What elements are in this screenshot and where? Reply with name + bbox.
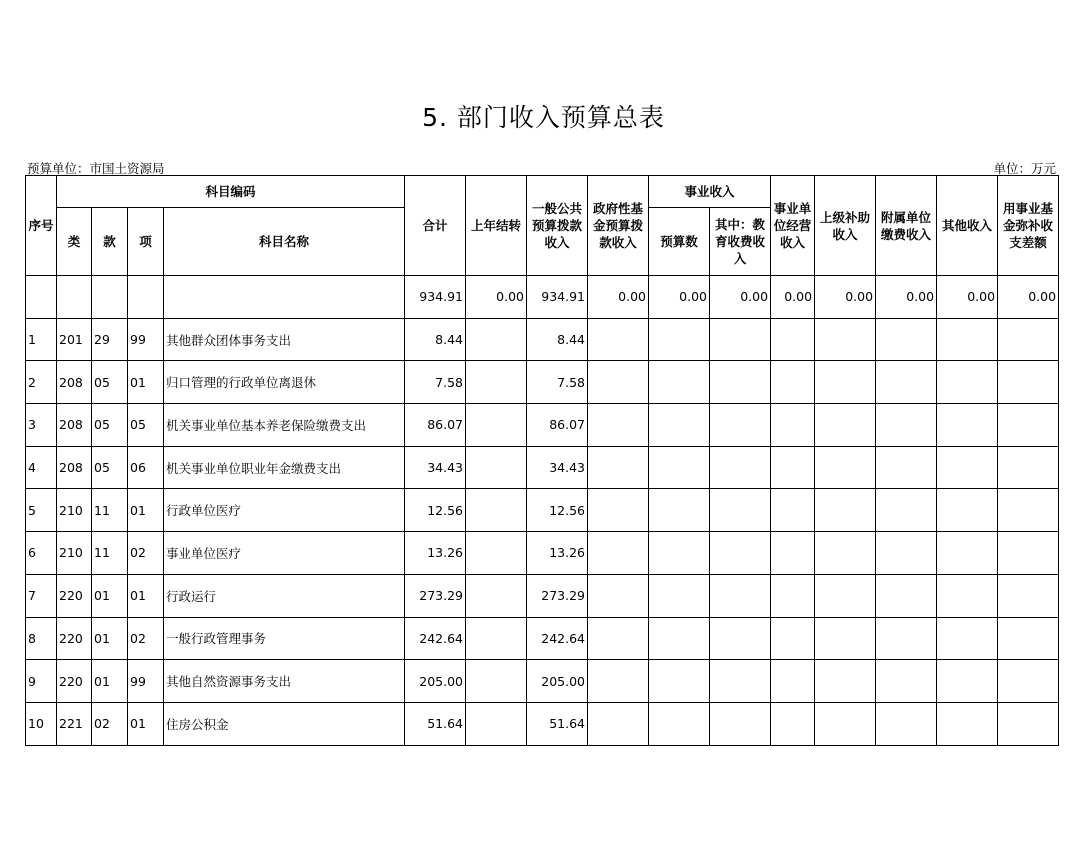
header-carryover: 上年结转: [466, 176, 527, 276]
header-section: 款: [92, 208, 128, 276]
cell-cat: 210: [57, 532, 92, 575]
cell-name: 机关事业单位基本养老保险缴费支出: [164, 404, 405, 447]
cell-cat: 208: [57, 404, 92, 447]
total-fund-offset: 0.00: [998, 276, 1059, 319]
cell-operating-income: [771, 489, 815, 532]
total-row: [26, 276, 1059, 319]
cell-total: 273.29: [405, 574, 466, 617]
cell-budget-amount: [649, 660, 710, 703]
page-title: 5. 部门收入预算总表: [422, 103, 665, 132]
cell-operating-income: [771, 702, 815, 745]
header-gov-fund: 政府性基金预算拨款收入: [588, 176, 649, 276]
table-header: [26, 176, 1059, 276]
header-fund-offset: 用事业基金弥补收支差额: [998, 176, 1059, 276]
cell-other-income: [937, 660, 998, 703]
total-carryover: 0.00: [466, 276, 527, 319]
cell-gov-fund: [588, 318, 649, 361]
cell-edu-fees: [710, 361, 771, 404]
cell-cat: 210: [57, 489, 92, 532]
cell-edu-fees: [710, 489, 771, 532]
cell-affiliated: [876, 574, 937, 617]
cell-section: 05: [92, 361, 128, 404]
cell-total: 12.56: [405, 489, 466, 532]
header-general-public: 一般公共预算拨款收入: [527, 176, 588, 276]
cell-seq: 9: [26, 660, 57, 703]
cell-general-public: 12.56: [527, 489, 588, 532]
budget-table: [25, 175, 1059, 746]
table-row: [26, 574, 1059, 617]
cell-seq: 5: [26, 489, 57, 532]
cell-section: 02: [92, 702, 128, 745]
cell-other-income: [937, 489, 998, 532]
cell-affiliated: [876, 446, 937, 489]
cell-carryover: [466, 318, 527, 361]
cell-other-income: [937, 532, 998, 575]
cell-general-public: 205.00: [527, 660, 588, 703]
cell-budget-amount: [649, 446, 710, 489]
cell-fund-offset: [998, 660, 1059, 703]
total-budget-amount: 0.00: [649, 276, 710, 319]
header-total: 合计: [405, 176, 466, 276]
cell-subsidy: [815, 446, 876, 489]
cell-seq: 8: [26, 617, 57, 660]
cell-subsidy: [815, 361, 876, 404]
cell-total: 7.58: [405, 361, 466, 404]
cell-fund-offset: [998, 318, 1059, 361]
cell-affiliated: [876, 404, 937, 447]
cell-section: 01: [92, 617, 128, 660]
cell-total: 242.64: [405, 617, 466, 660]
total-cat-cell: [57, 276, 92, 319]
cell-subsidy: [815, 617, 876, 660]
cell-general-public: 51.64: [527, 702, 588, 745]
currency-unit-label: 单位：万元: [993, 161, 1056, 176]
cell-other-income: [937, 318, 998, 361]
table-row: [26, 404, 1059, 447]
total-section-cell: [92, 276, 128, 319]
table-row: [26, 660, 1059, 703]
cell-operating-income: [771, 361, 815, 404]
header-item: 项: [128, 208, 164, 276]
cell-other-income: [937, 361, 998, 404]
cell-subsidy: [815, 532, 876, 575]
cell-name: 住房公积金: [164, 702, 405, 745]
cell-name: 归口管理的行政单位离退休: [164, 361, 405, 404]
cell-budget-amount: [649, 532, 710, 575]
table-body: [26, 276, 1059, 746]
cell-seq: 1: [26, 318, 57, 361]
cell-section: 11: [92, 489, 128, 532]
cell-section: 05: [92, 446, 128, 489]
cell-affiliated: [876, 318, 937, 361]
cell-name: 机关事业单位职业年金缴费支出: [164, 446, 405, 489]
total-subsidy: 0.00: [815, 276, 876, 319]
cell-operating-income: [771, 660, 815, 703]
cell-item: 01: [128, 361, 164, 404]
cell-cat: 221: [57, 702, 92, 745]
cell-other-income: [937, 574, 998, 617]
cell-general-public: 86.07: [527, 404, 588, 447]
cell-affiliated: [876, 617, 937, 660]
cell-seq: 10: [26, 702, 57, 745]
cell-total: 13.26: [405, 532, 466, 575]
cell-item: 02: [128, 532, 164, 575]
cell-cat: 220: [57, 574, 92, 617]
cell-carryover: [466, 489, 527, 532]
cell-subsidy: [815, 404, 876, 447]
cell-seq: 2: [26, 361, 57, 404]
cell-edu-fees: [710, 617, 771, 660]
cell-cat: 208: [57, 361, 92, 404]
cell-total: 86.07: [405, 404, 466, 447]
table-row: [26, 361, 1059, 404]
cell-operating-income: [771, 617, 815, 660]
cell-total: 51.64: [405, 702, 466, 745]
cell-general-public: 8.44: [527, 318, 588, 361]
cell-seq: 4: [26, 446, 57, 489]
cell-carryover: [466, 660, 527, 703]
cell-total: 205.00: [405, 660, 466, 703]
total-item-cell: [128, 276, 164, 319]
cell-subsidy: [815, 574, 876, 617]
cell-affiliated: [876, 361, 937, 404]
total-name-cell: [164, 276, 405, 319]
cell-edu-fees: [710, 660, 771, 703]
cell-name: 其他群众团体事务支出: [164, 318, 405, 361]
cell-seq: 7: [26, 574, 57, 617]
cell-gov-fund: [588, 361, 649, 404]
cell-operating-income: [771, 574, 815, 617]
header-cat: 类: [57, 208, 92, 276]
total-general-public: 934.91: [527, 276, 588, 319]
cell-gov-fund: [588, 446, 649, 489]
total-seq-cell: [26, 276, 57, 319]
cell-carryover: [466, 532, 527, 575]
cell-gov-fund: [588, 617, 649, 660]
cell-general-public: 34.43: [527, 446, 588, 489]
cell-carryover: [466, 702, 527, 745]
cell-general-public: 273.29: [527, 574, 588, 617]
cell-fund-offset: [998, 404, 1059, 447]
cell-section: 05: [92, 404, 128, 447]
header-code-group: 科目编码: [57, 176, 405, 208]
cell-cat: 201: [57, 318, 92, 361]
total-operating-income: 0.00: [771, 276, 815, 319]
cell-other-income: [937, 617, 998, 660]
cell-section: 01: [92, 660, 128, 703]
cell-cat: 220: [57, 617, 92, 660]
table-row: [26, 489, 1059, 532]
cell-edu-fees: [710, 532, 771, 575]
total-total: 934.91: [405, 276, 466, 319]
cell-section: 29: [92, 318, 128, 361]
cell-budget-amount: [649, 489, 710, 532]
cell-fund-offset: [998, 574, 1059, 617]
cell-subsidy: [815, 702, 876, 745]
cell-cat: 208: [57, 446, 92, 489]
cell-carryover: [466, 446, 527, 489]
cell-fund-offset: [998, 702, 1059, 745]
cell-total: 8.44: [405, 318, 466, 361]
cell-fund-offset: [998, 361, 1059, 404]
cell-edu-fees: [710, 404, 771, 447]
cell-gov-fund: [588, 660, 649, 703]
cell-budget-amount: [649, 361, 710, 404]
table-row: [26, 532, 1059, 575]
cell-general-public: 13.26: [527, 532, 588, 575]
cell-gov-fund: [588, 574, 649, 617]
cell-name: 行政单位医疗: [164, 489, 405, 532]
header-operating-income: 事业单位经营收入: [771, 176, 815, 276]
total-affiliated: 0.00: [876, 276, 937, 319]
cell-affiliated: [876, 660, 937, 703]
cell-operating-income: [771, 532, 815, 575]
cell-carryover: [466, 361, 527, 404]
cell-budget-amount: [649, 617, 710, 660]
cell-fund-offset: [998, 446, 1059, 489]
cell-affiliated: [876, 489, 937, 532]
cell-gov-fund: [588, 489, 649, 532]
cell-other-income: [937, 446, 998, 489]
header-name: 科目名称: [164, 208, 405, 276]
cell-edu-fees: [710, 318, 771, 361]
cell-subsidy: [815, 318, 876, 361]
cell-section: 01: [92, 574, 128, 617]
cell-item: 02: [128, 617, 164, 660]
cell-affiliated: [876, 702, 937, 745]
header-business-income: 事业收入: [649, 176, 771, 208]
cell-affiliated: [876, 532, 937, 575]
table-row: [26, 318, 1059, 361]
cell-edu-fees: [710, 702, 771, 745]
cell-name: 其他自然资源事务支出: [164, 660, 405, 703]
cell-fund-offset: [998, 617, 1059, 660]
cell-item: 01: [128, 574, 164, 617]
cell-fund-offset: [998, 489, 1059, 532]
header-affiliated: 附属单位缴费收入: [876, 176, 937, 276]
table-row: [26, 446, 1059, 489]
cell-item: 01: [128, 489, 164, 532]
total-other-income: 0.00: [937, 276, 998, 319]
cell-general-public: 7.58: [527, 361, 588, 404]
cell-fund-offset: [998, 532, 1059, 575]
cell-edu-fees: [710, 446, 771, 489]
cell-section: 11: [92, 532, 128, 575]
header-seq: 序号: [26, 176, 57, 276]
budget-unit-label: 预算单位：市国土资源局: [27, 161, 165, 176]
cell-carryover: [466, 617, 527, 660]
cell-seq: 3: [26, 404, 57, 447]
cell-item: 05: [128, 404, 164, 447]
cell-other-income: [937, 404, 998, 447]
cell-name: 行政运行: [164, 574, 405, 617]
cell-other-income: [937, 702, 998, 745]
cell-gov-fund: [588, 404, 649, 447]
cell-general-public: 242.64: [527, 617, 588, 660]
header-edu-fees: 其中：教育收费收入: [710, 208, 771, 276]
cell-gov-fund: [588, 702, 649, 745]
cell-carryover: [466, 574, 527, 617]
cell-gov-fund: [588, 532, 649, 575]
cell-total: 34.43: [405, 446, 466, 489]
header-other-income: 其他收入: [937, 176, 998, 276]
cell-budget-amount: [649, 404, 710, 447]
cell-operating-income: [771, 446, 815, 489]
header-subsidy: 上级补助收入: [815, 176, 876, 276]
cell-operating-income: [771, 318, 815, 361]
cell-name: 事业单位医疗: [164, 532, 405, 575]
cell-item: 06: [128, 446, 164, 489]
cell-item: 01: [128, 702, 164, 745]
cell-subsidy: [815, 489, 876, 532]
cell-name: 一般行政管理事务: [164, 617, 405, 660]
cell-cat: 220: [57, 660, 92, 703]
cell-edu-fees: [710, 574, 771, 617]
total-edu-fees: 0.00: [710, 276, 771, 319]
header-budget-amount: 预算数: [649, 208, 710, 276]
cell-carryover: [466, 404, 527, 447]
cell-budget-amount: [649, 702, 710, 745]
table-row: [26, 702, 1059, 745]
cell-operating-income: [771, 404, 815, 447]
total-gov-fund: 0.00: [588, 276, 649, 319]
table-row: [26, 617, 1059, 660]
cell-budget-amount: [649, 574, 710, 617]
cell-item: 99: [128, 318, 164, 361]
cell-item: 99: [128, 660, 164, 703]
cell-budget-amount: [649, 318, 710, 361]
cell-subsidy: [815, 660, 876, 703]
cell-seq: 6: [26, 532, 57, 575]
